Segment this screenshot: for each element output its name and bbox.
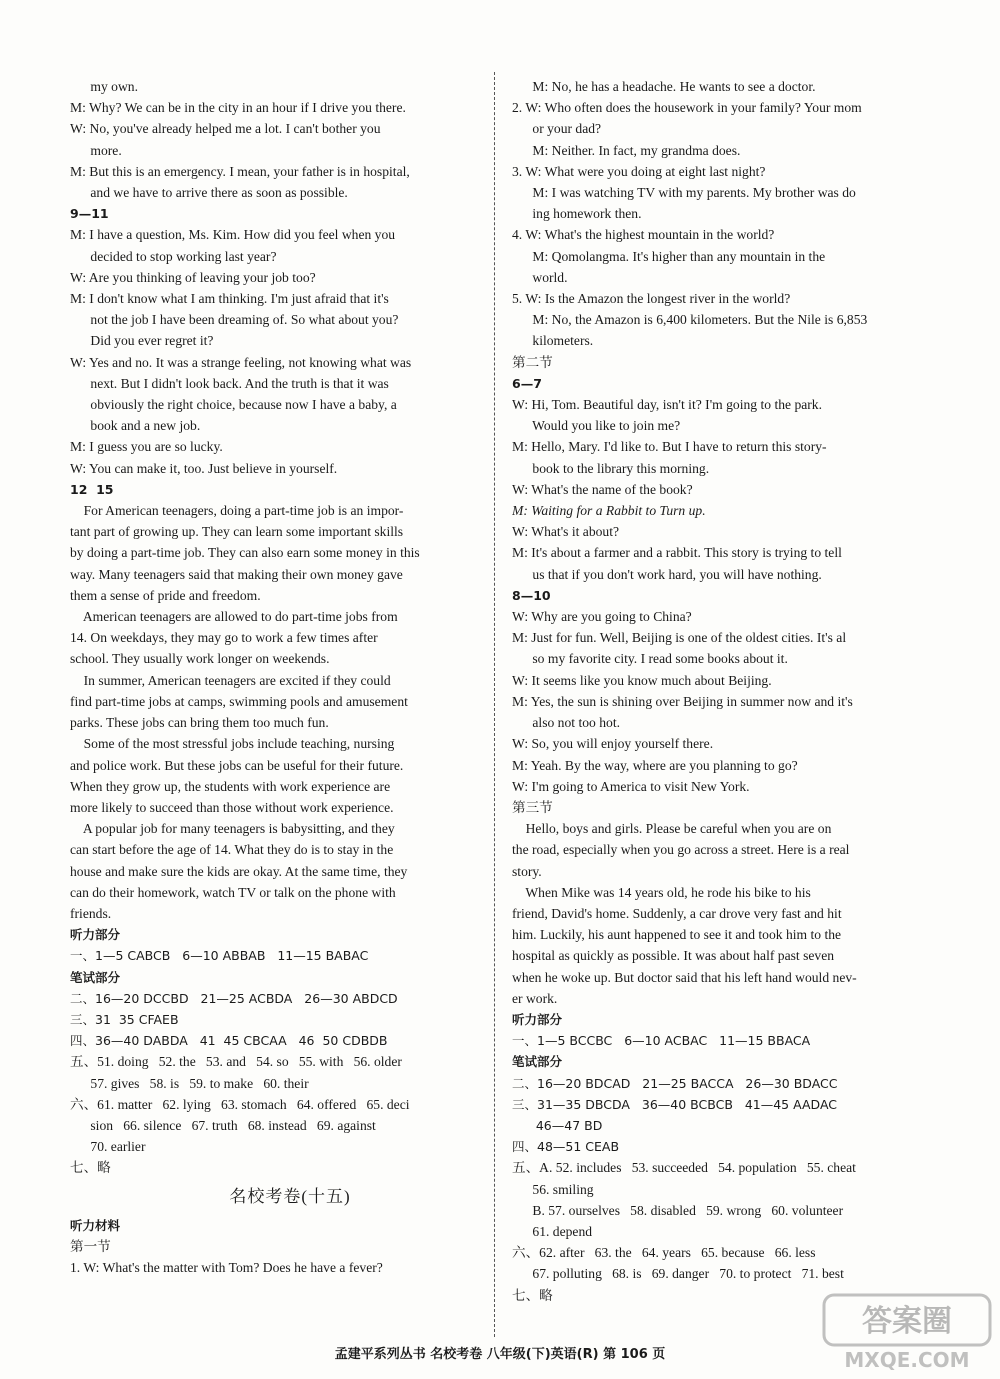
watermark-logo bbox=[822, 1293, 992, 1373]
section-heading: 笔试部分 bbox=[70, 969, 121, 985]
text-line: M: Why? We can be in the city in an hour if I drive you there. bbox=[70, 100, 406, 116]
text-line: kilometers. bbox=[512, 333, 594, 349]
text-line: can do their homework, watch TV or talk on the phone with bbox=[70, 884, 396, 900]
text-line: W: Yes and no. It was a strange feeling, not knowing what was bbox=[70, 354, 412, 370]
text-line: book and a new job. bbox=[70, 418, 201, 434]
text-line: 61. depend bbox=[512, 1223, 593, 1239]
text-line: way. Many teenagers said that making their own money gave bbox=[70, 566, 403, 582]
text-line: 五、A. 52. includes 53. succeeded 54. population 55. cheat bbox=[512, 1160, 856, 1176]
section-heading: 听力部分 bbox=[512, 1011, 563, 1027]
text-line: and we have to arrive there as soon as possible. bbox=[70, 185, 348, 201]
text-line: B. 57. ourselves 58. disabled 59. wrong 60. volunteer bbox=[512, 1202, 844, 1218]
text-line: W: Hi, Tom. Beautiful day, isn't it? I'm going to the park. bbox=[512, 397, 823, 413]
text-line: For American teenagers, doing a part-time job is an impor- bbox=[70, 503, 404, 519]
text-line: world. bbox=[512, 269, 568, 285]
text-line: M: I have a question, Ms. Kim. How did you feel when you bbox=[70, 227, 396, 243]
text-line: ing homework then. bbox=[512, 206, 642, 222]
section-heading: 听力部分 bbox=[70, 927, 121, 943]
section-heading: 二、16—20 DCCBD 21—25 ACBDA 26—30 ABDCD bbox=[70, 990, 398, 1006]
text-line: by doing a part-time job. They can also earn some money in this bbox=[70, 545, 420, 561]
text-line: M: Yeah. By the way, where are you planning to go? bbox=[512, 757, 798, 773]
text-line: W: I'm going to America to visit New York. bbox=[512, 778, 750, 794]
text-line: 67. polluting 68. is 69. danger 70. to protect 71. best bbox=[512, 1266, 844, 1282]
text-line: M: But this is an emergency. I mean, your father is in hospital, bbox=[70, 163, 410, 179]
section-heading: 四、48—51 CEAB bbox=[512, 1139, 620, 1155]
text-line: W: Why are you going to China? bbox=[512, 609, 692, 625]
text-line: not the job I have been dreaming of. So what about you? bbox=[70, 312, 399, 328]
text-line: In summer, American teenagers are excited if they could bbox=[70, 672, 391, 688]
text-line: parks. These jobs can bring them too much fun. bbox=[70, 715, 329, 731]
text-line: 2. W: Who often does the housework in your family? Your mom bbox=[512, 100, 862, 116]
text-line: decided to stop working last year? bbox=[70, 248, 277, 264]
text-line: book to the library this morning. bbox=[512, 460, 710, 476]
text-line: obviously the right choice, because now I have a baby, a bbox=[70, 397, 397, 413]
text-line: M: Just for fun. Well, Beijing is one of the oldest cities. It's al bbox=[512, 630, 847, 646]
section-heading: 三、31 35 CFAEB bbox=[70, 1011, 179, 1027]
text-line: W: Are you thinking of leaving your job too? bbox=[70, 269, 316, 285]
text-line: 1. W: What's the matter with Tom? Does he have a fever? bbox=[70, 1259, 383, 1275]
text-line: M: No, he has a headache. He wants to see a doctor. bbox=[512, 79, 816, 94]
right-column bbox=[512, 76, 932, 1306]
text-line: sion 66. silence 67. truth 68. instead 69. against bbox=[70, 1117, 376, 1133]
section-heading: 笔试部分 bbox=[512, 1054, 563, 1070]
text-line: more likely to succeed than those without work experience. bbox=[70, 799, 394, 815]
text-line: M: It's about a farmer and a rabbit. This story is trying to tell bbox=[512, 545, 842, 561]
section-heading: 听力材料 bbox=[70, 1217, 121, 1233]
text-line: the road, especially when you go across a street. Here is a real bbox=[512, 842, 850, 858]
section-heading: 四、36—40 DABDA 41 45 CBCAA 46 50 CDBDB bbox=[70, 1033, 388, 1049]
text-line: when he woke up. But doctor said that his left hand would nev- bbox=[512, 969, 857, 985]
text-line: or your dad? bbox=[512, 121, 602, 137]
column-divider bbox=[494, 72, 495, 1337]
text-line: friends. bbox=[70, 905, 112, 921]
text-line: 第一节 bbox=[70, 1238, 111, 1254]
text-line: so my favorite city. I read some books about it. bbox=[512, 651, 788, 667]
text-line: more. bbox=[70, 142, 122, 158]
left-column bbox=[70, 76, 490, 1278]
text-line: W: You can make it, too. Just believe in yourself. bbox=[70, 460, 338, 476]
text-line: tant part of growing up. They can learn some important skills bbox=[70, 524, 404, 540]
text-line: er work. bbox=[512, 990, 558, 1006]
text-line: Hello, boys and girls. Please be careful when you are on bbox=[512, 821, 832, 837]
text-line: W: So, you will enjoy yourself there. bbox=[512, 736, 714, 752]
section-heading: 一、1—5 BCCBC 6—10 ACBAC 11—15 BBACA bbox=[512, 1033, 811, 1049]
text-line: M: Yes, the sun is shining over Beijing in summer now and it's bbox=[512, 693, 853, 709]
text-line: M: Waiting for a Rabbit to Turn up. bbox=[512, 503, 706, 519]
text-line: 57. gives 58. is 59. to make 60. their bbox=[70, 1075, 309, 1091]
text-line: also not too hot. bbox=[512, 715, 620, 731]
text-line: When they grow up, the students with work experience are bbox=[70, 778, 391, 794]
text-line: 六、62. after 63. the 64. years 65. because 66. less bbox=[512, 1245, 816, 1261]
text-line: M: I guess you are so lucky. bbox=[70, 439, 223, 455]
text-line: 5. W: Is the Amazon the longest river in the world? bbox=[512, 291, 791, 307]
section-heading: 12 15 bbox=[70, 481, 114, 497]
text-line: 14. On weekdays, they may go to work a few times after bbox=[70, 630, 378, 646]
text-line: W: What's the name of the book? bbox=[512, 481, 693, 497]
text-line: and police work. But these jobs can be useful for their future. bbox=[70, 757, 404, 773]
section-heading: 一、1—5 CABCB 6—10 ABBAB 11—15 BABAC bbox=[70, 948, 369, 964]
text-line: Some of the most stressful jobs include teaching, nursing bbox=[70, 736, 395, 752]
text-line: 3. W: What were you doing at eight last night? bbox=[512, 163, 766, 179]
text-line: 五、51. doing 52. the 53. and 54. so 55. with 56. older bbox=[70, 1054, 402, 1070]
text-line: M: I was watching TV with my parents. My brother was do bbox=[512, 185, 856, 201]
text-line: 第二节 bbox=[512, 354, 553, 370]
section-title: 名校考卷(十五) bbox=[229, 1186, 351, 1206]
text-line: us that if you don't work hard, you will have nothing. bbox=[512, 566, 822, 582]
text-line: W: What's it about? bbox=[512, 524, 620, 540]
text-line: 七、略 bbox=[70, 1160, 111, 1176]
text-line: school. They usually work longer on weekends. bbox=[70, 651, 330, 667]
text-line: M: I don't know what I am thinking. I'm just afraid that it's bbox=[70, 291, 389, 307]
text-line: 七、略 bbox=[512, 1287, 553, 1303]
text-line: 第三节 bbox=[512, 799, 553, 815]
text-line: him. Luckily, his aunt happened to see it and took him to the bbox=[512, 927, 842, 943]
text-line: M: Hello, Mary. I'd like to. But I have to return this story- bbox=[512, 439, 827, 455]
text-line: American teenagers are allowed to do part-time jobs from bbox=[70, 609, 398, 625]
page-footer: 孟建平系列丛书 名校考卷 八年级(下)英语(R) 第 106 页 bbox=[334, 1347, 666, 1362]
text-line: find part-time jobs at camps, swimming pools and amusement bbox=[70, 693, 408, 709]
text-line: 4. W: What's the highest mountain in the world? bbox=[512, 227, 775, 243]
watermark-url: MXQE.COM bbox=[844, 1348, 970, 1372]
text-line: my own. bbox=[70, 79, 138, 94]
text-line: W: It seems like you know much about Beijing. bbox=[512, 672, 772, 688]
text-line: 六、61. matter 62. lying 63. stomach 64. offered 65. deci bbox=[70, 1096, 410, 1112]
text-line: next. But I didn't look back. And the truth is that it was bbox=[70, 375, 389, 391]
text-line: 70. earlier bbox=[70, 1139, 146, 1155]
section-heading: 8—10 bbox=[512, 587, 551, 603]
text-line: house and make sure the kids are okay. At the same time, they bbox=[70, 863, 408, 879]
text-line: W: No, you've already helped me a lot. I can't bother you bbox=[70, 121, 381, 137]
section-heading: 9—11 bbox=[70, 206, 109, 222]
text-line: Would you like to join me? bbox=[512, 418, 681, 434]
text-line: M: Qomolangma. It's higher than any mountain in the bbox=[512, 248, 826, 264]
text-line: 56. smiling bbox=[512, 1181, 594, 1197]
text-line: M: No, the Amazon is 6,400 kilometers. But the Nile is 6,853 bbox=[512, 312, 868, 328]
text-line: them a sense of pride and freedom. bbox=[70, 587, 261, 603]
watermark-text: 答案圈 bbox=[862, 1304, 952, 1339]
section-heading: 6—7 bbox=[512, 375, 542, 391]
text-line: When Mike was 14 years old, he rode his bike to his bbox=[512, 884, 811, 900]
section-heading: 46—47 BD bbox=[512, 1117, 603, 1133]
text-line: story. bbox=[512, 863, 542, 879]
text-line: A popular job for many teenagers is babysitting, and they bbox=[70, 821, 395, 837]
text-line: friend, David's home. Suddenly, a car drove very fast and hit bbox=[512, 905, 842, 921]
text-line: Did you ever regret it? bbox=[70, 333, 214, 349]
text-line: hospital as quickly as possible. It was about half past seven bbox=[512, 948, 835, 964]
text-line: M: Neither. In fact, my grandma does. bbox=[512, 142, 741, 158]
section-heading: 二、16—20 BDCAD 21—25 BACCA 26—30 BDACC bbox=[512, 1075, 838, 1091]
text-line: can start before the age of 14. What they do is to stay in the bbox=[70, 842, 394, 858]
section-heading: 三、31—35 DBCDA 36—40 BCBCB 41—45 AADAC bbox=[512, 1096, 838, 1112]
